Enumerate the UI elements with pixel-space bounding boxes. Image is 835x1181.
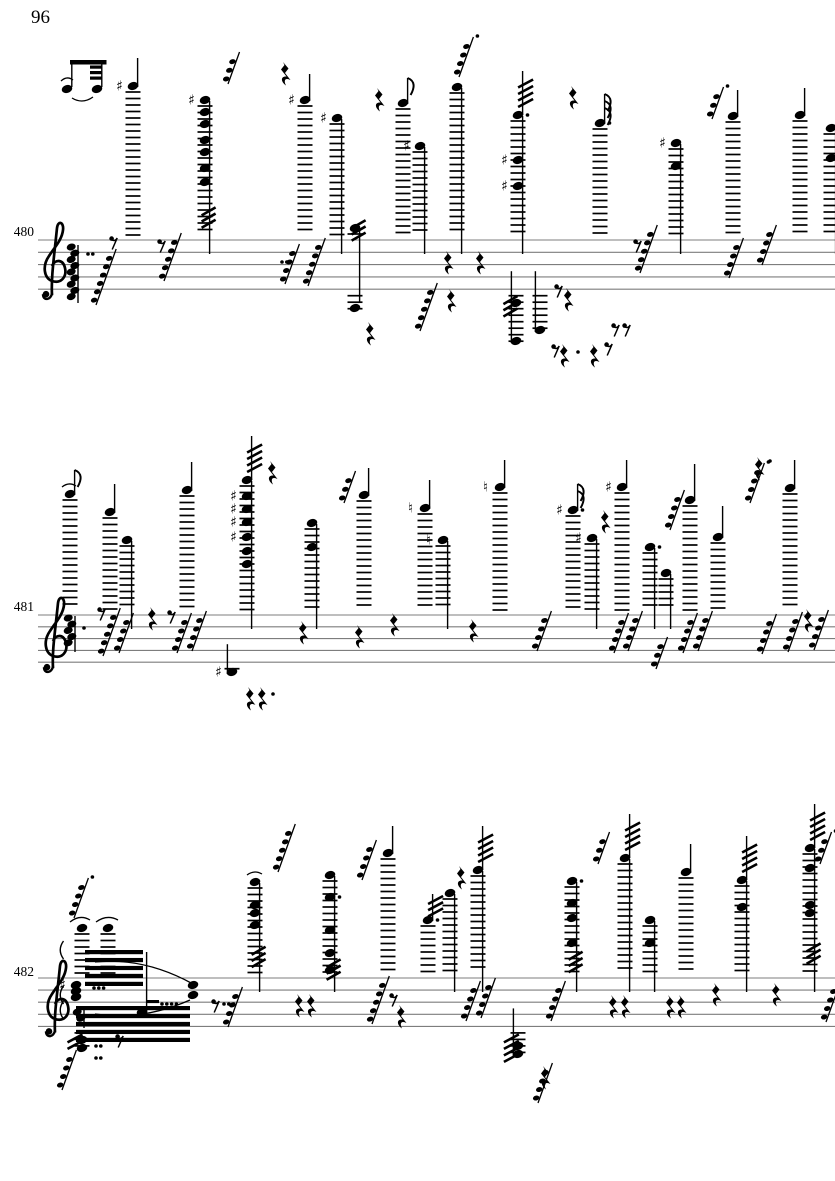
svg-text:♯: ♯ — [230, 501, 237, 518]
svg-text:♯: ♯ — [230, 488, 237, 505]
svg-text:♯: ♯ — [230, 514, 237, 531]
measure-number: 481 — [13, 599, 34, 614]
page-number: 96 — [31, 7, 50, 28]
svg-text:♯: ♯ — [501, 178, 508, 195]
svg-text:♮: ♮ — [408, 500, 414, 517]
svg-text:♮: ♮ — [483, 479, 489, 496]
svg-text:♯: ♯ — [501, 152, 508, 169]
svg-text:♯: ♯ — [403, 138, 410, 155]
svg-text:♯: ♯ — [215, 664, 222, 681]
measure-number: 482 — [13, 964, 34, 979]
svg-text:♯: ♯ — [116, 78, 123, 95]
svg-text:♯: ♯ — [188, 92, 195, 109]
svg-text:♯: ♯ — [230, 529, 237, 546]
svg-text:♯: ♯ — [288, 92, 295, 109]
svg-text:♯: ♯ — [659, 135, 666, 152]
svg-text:♯: ♯ — [320, 110, 327, 127]
svg-text:♯: ♯ — [59, 977, 66, 994]
svg-text:♮: ♮ — [426, 532, 432, 549]
svg-text:♯: ♯ — [556, 502, 563, 519]
measure-number: 480 — [13, 224, 34, 239]
svg-text:♯: ♯ — [575, 530, 582, 547]
svg-text:♯: ♯ — [605, 479, 612, 496]
